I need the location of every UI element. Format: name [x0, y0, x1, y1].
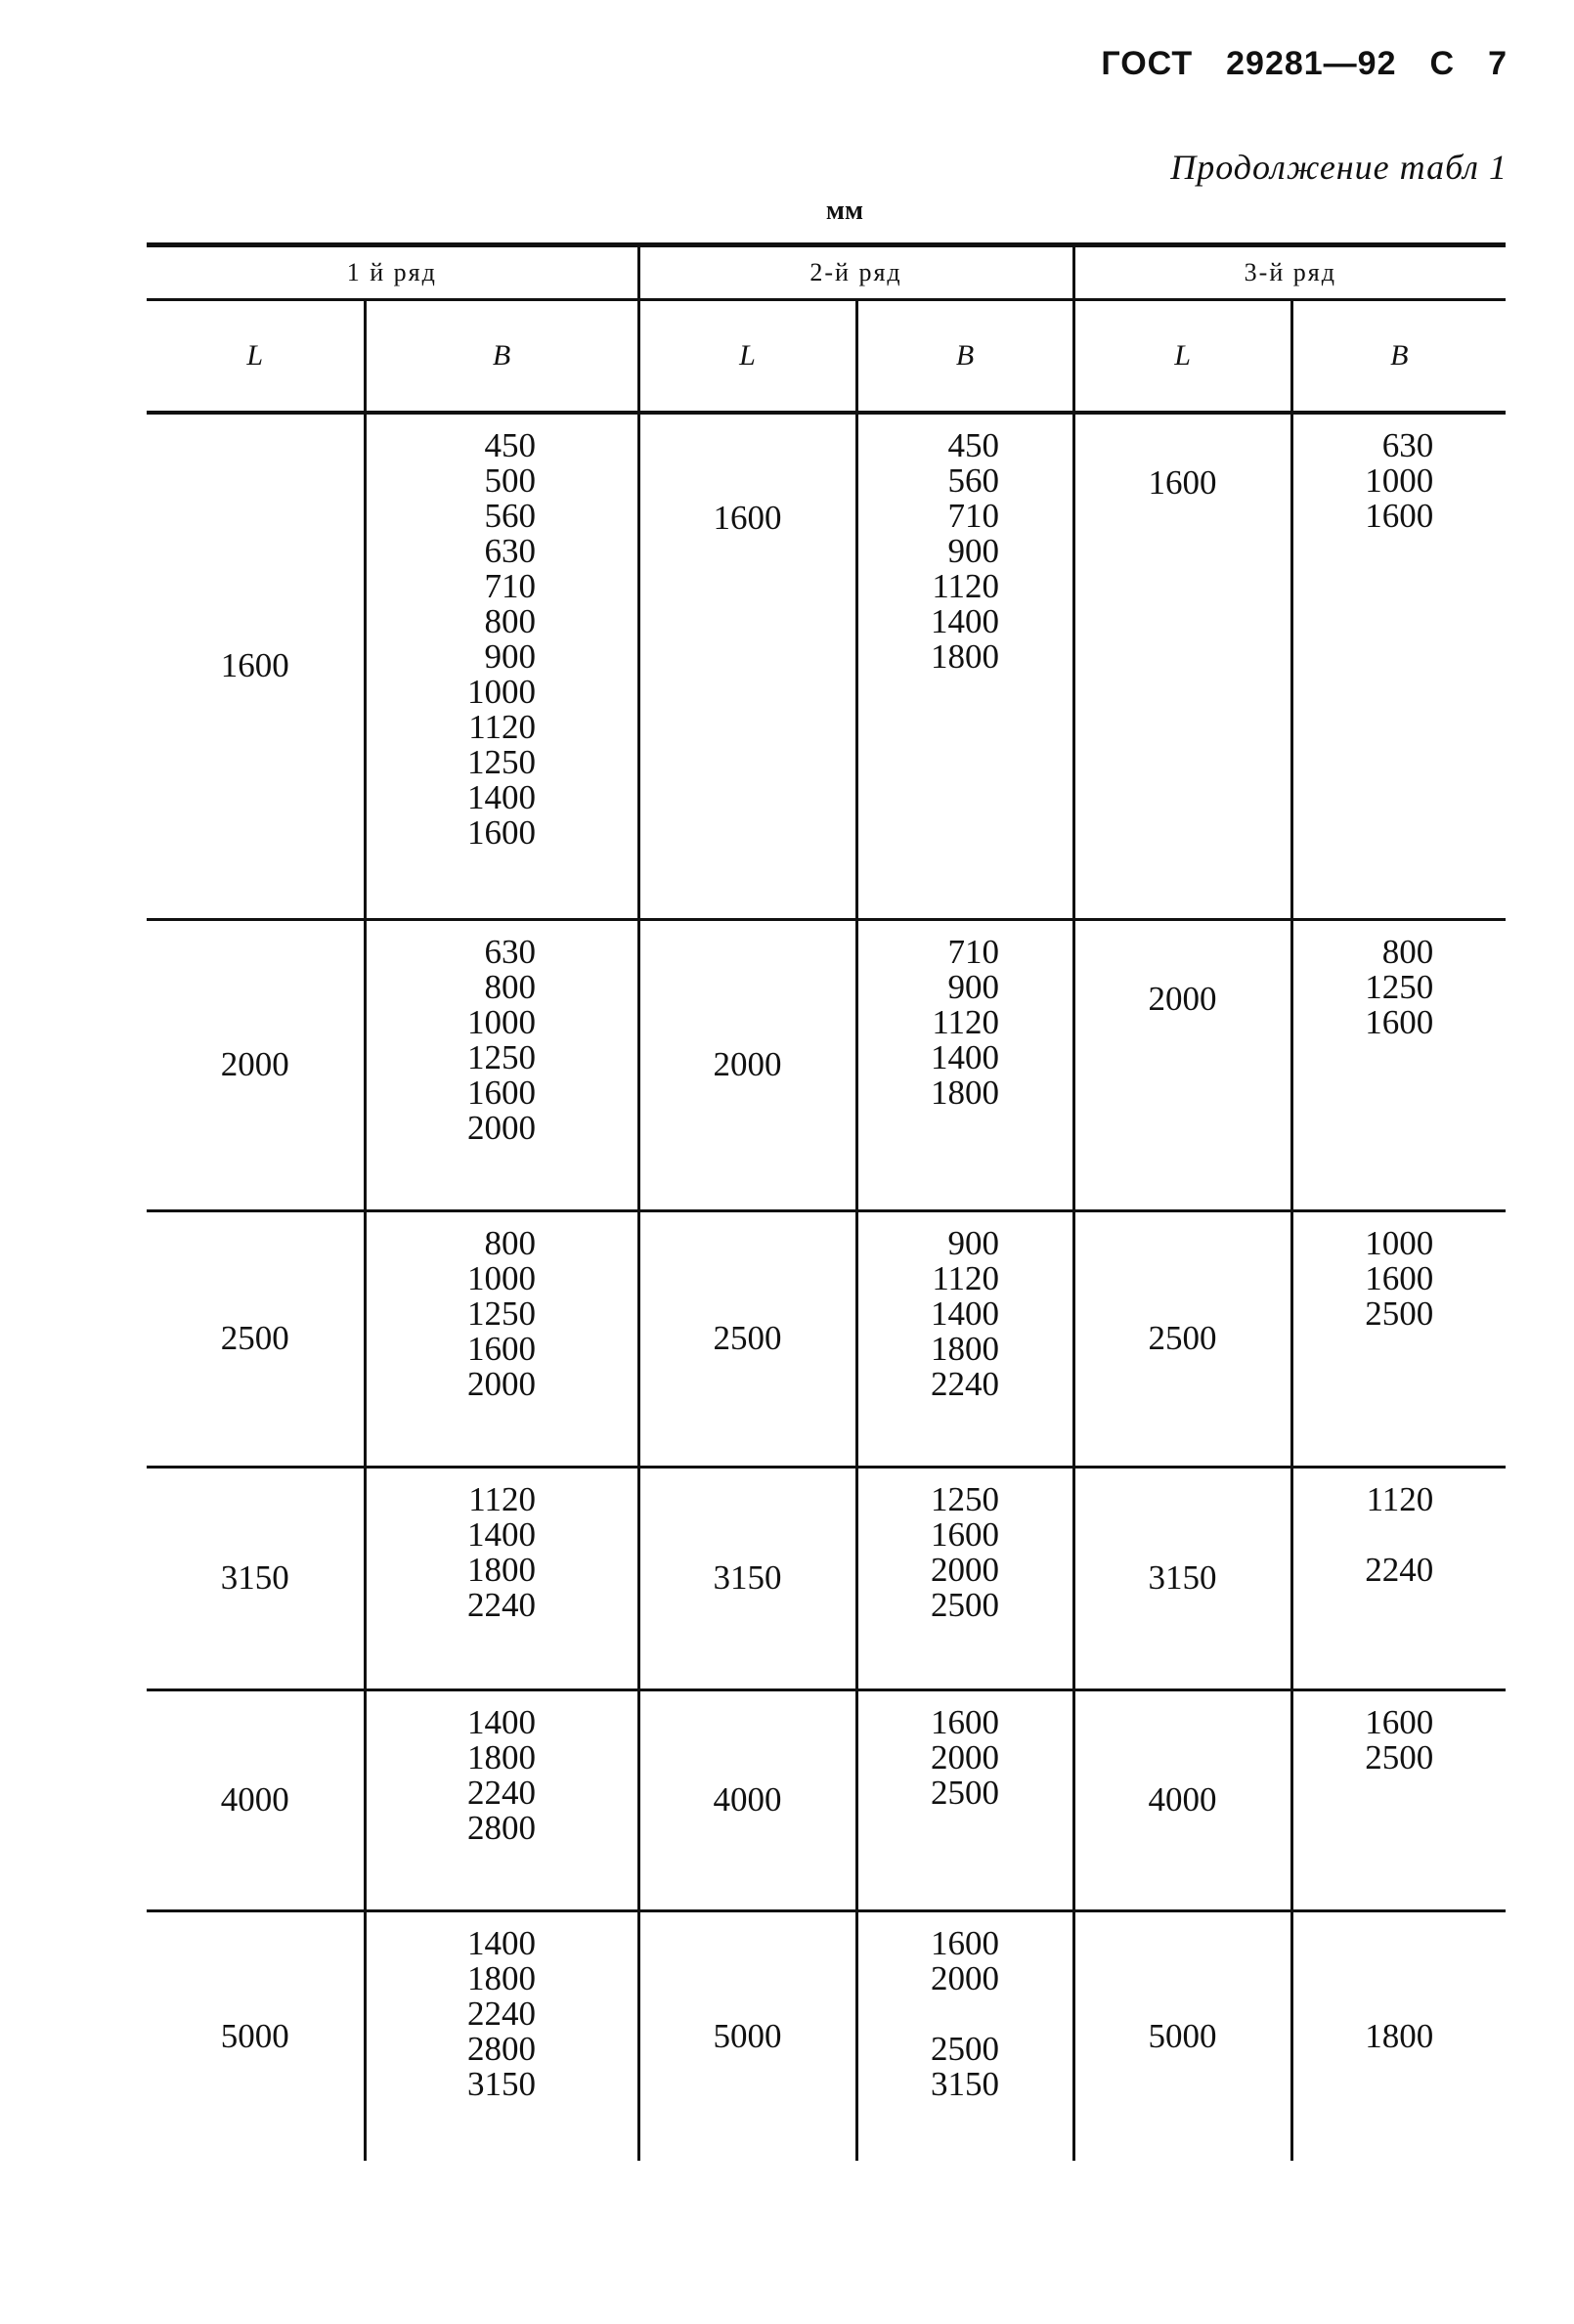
width-value: 800 — [484, 1223, 536, 1262]
width-value: 1800 — [931, 637, 1000, 676]
width-value: 1600 — [1365, 1258, 1434, 1297]
length-cell: 4000 — [1073, 1689, 1291, 1910]
width-value: 2240 — [467, 1773, 536, 1812]
width-values-cell — [365, 413, 638, 919]
table-row — [147, 1689, 1506, 1910]
width-value: 1800 — [931, 1329, 1000, 1368]
width-value: 900 — [947, 1223, 1000, 1262]
width-value: 1600 — [931, 1514, 1000, 1554]
width-value: 1120 — [468, 708, 536, 746]
width-value: 630 — [484, 932, 536, 971]
standard-label: ГОСТ — [1101, 45, 1194, 82]
width-value: 2240 — [467, 1994, 536, 2033]
width-values — [467, 1702, 536, 1847]
width-value: 2500 — [1365, 1737, 1434, 1776]
width-value — [1365, 1517, 1433, 1553]
width-value: 1800 — [467, 1958, 536, 1997]
length-cell: 5000 — [147, 1910, 365, 2161]
width-value: 1800 — [467, 1550, 536, 1589]
table-row — [147, 919, 1506, 1210]
column-header-b: B — [1291, 300, 1506, 414]
width-values-cell — [1291, 1910, 1506, 2161]
width-value: 2000 — [467, 1364, 536, 1403]
table-row — [147, 1467, 1506, 1689]
width-value: 1000 — [467, 673, 536, 711]
width-value: 1000 — [1365, 461, 1434, 500]
width-values — [467, 428, 536, 851]
width-value: 1400 — [931, 602, 1000, 640]
width-value: 2500 — [931, 1773, 1000, 1812]
page-number: 7 — [1488, 45, 1508, 82]
width-value: 710 — [947, 932, 1000, 971]
width-value: 1400 — [467, 1923, 536, 1962]
width-value: 800 — [484, 602, 536, 640]
width-values-cell — [365, 1210, 638, 1467]
length-cell: 2500 — [638, 1210, 856, 1467]
width-values — [1365, 2016, 1434, 2055]
width-value: 1120 — [1366, 1479, 1434, 1518]
width-value: 2800 — [467, 1808, 536, 1847]
width-values-cell — [856, 1210, 1073, 1467]
width-value: 560 — [484, 497, 536, 535]
width-value: 1250 — [467, 1294, 536, 1333]
section-letter: С — [1429, 45, 1456, 82]
width-values-cell — [856, 1689, 1073, 1910]
series-header-1: 1 й ряд — [147, 245, 638, 300]
standard-number: 29281—92 — [1226, 45, 1397, 82]
width-value: 1000 — [467, 1002, 536, 1041]
width-value: 900 — [947, 532, 1000, 570]
unit-label: мм — [825, 196, 864, 226]
series-header-2: 2-й ряд — [638, 245, 1073, 300]
width-value: 2000 — [931, 1550, 1000, 1589]
width-value: 1800 — [467, 1737, 536, 1776]
width-values-cell — [365, 919, 638, 1210]
page-header — [1101, 45, 1508, 83]
width-value: 2500 — [931, 2029, 1000, 2068]
width-value: 1120 — [932, 567, 1000, 605]
length-cell: 2500 — [147, 1210, 365, 1467]
width-values-cell — [365, 1910, 638, 2161]
width-values — [931, 1923, 1000, 2103]
width-values-cell — [856, 1910, 1073, 2161]
table-row — [147, 1210, 1506, 1467]
width-value: 1800 — [931, 1073, 1000, 1112]
width-values — [467, 1923, 536, 2103]
width-value: 1250 — [931, 1479, 1000, 1518]
length-cell: 3150 — [1073, 1467, 1291, 1689]
table-body — [147, 413, 1506, 2161]
width-values — [467, 932, 536, 1147]
width-value: 2000 — [931, 1737, 1000, 1776]
width-value: 1120 — [468, 1479, 536, 1518]
length-cell: 5000 — [638, 1910, 856, 2161]
width-values — [467, 1223, 536, 1403]
width-value: 1600 — [467, 813, 536, 852]
width-values — [931, 1479, 1000, 1624]
width-value: 560 — [947, 461, 1000, 500]
width-values-cell — [365, 1689, 638, 1910]
width-value: 630 — [484, 532, 536, 570]
width-values-cell — [1291, 919, 1506, 1210]
width-value: 1000 — [1365, 1223, 1434, 1262]
width-value: 1250 — [1365, 967, 1434, 1006]
width-value: 1800 — [1365, 2016, 1434, 2055]
width-values-cell — [856, 919, 1073, 1210]
column-header-b: B — [365, 300, 638, 414]
width-value: 2500 — [1365, 1294, 1434, 1333]
width-value: 2500 — [931, 1585, 1000, 1624]
width-value: 710 — [947, 497, 1000, 535]
width-value: 1250 — [467, 1037, 536, 1076]
width-value: 1250 — [467, 743, 536, 781]
table-row — [147, 1910, 1506, 2161]
width-value: 2240 — [931, 1364, 1000, 1403]
length-cell: 4000 — [638, 1689, 856, 1910]
table-row — [147, 413, 1506, 919]
width-value: 800 — [1381, 932, 1434, 971]
width-value: 1600 — [467, 1073, 536, 1112]
width-value: 2000 — [467, 1108, 536, 1147]
width-values-cell — [1291, 413, 1506, 919]
length-cell: 5000 — [1073, 1910, 1291, 2161]
width-value: 1120 — [932, 1002, 1000, 1041]
length-cell: 3150 — [638, 1467, 856, 1689]
width-value: 450 — [484, 426, 536, 464]
width-value: 1600 — [931, 1923, 1000, 1962]
width-values — [931, 1702, 1000, 1812]
width-values — [1365, 1223, 1434, 1333]
width-value: 2240 — [467, 1585, 536, 1624]
width-values-cell — [365, 1467, 638, 1689]
width-values — [931, 932, 1000, 1112]
width-value: 1120 — [932, 1258, 1000, 1297]
width-values-cell — [1291, 1210, 1506, 1467]
length-cell: 2000 — [638, 919, 856, 1210]
width-values-cell — [1291, 1467, 1506, 1689]
width-values — [1365, 428, 1433, 534]
length-cell: 1600 — [638, 413, 856, 919]
width-values-cell — [856, 1467, 1073, 1689]
width-value: 2240 — [1365, 1550, 1434, 1589]
width-values — [467, 1479, 536, 1624]
length-cell: 3150 — [147, 1467, 365, 1689]
width-value: 1600 — [1365, 497, 1434, 535]
column-header-row — [147, 300, 1506, 414]
width-value: 800 — [484, 967, 536, 1006]
column-header-l: L — [147, 300, 365, 414]
continuation-label: Продолжение табл 1 — [1170, 148, 1508, 187]
width-value: 630 — [1381, 426, 1434, 464]
width-value: 450 — [947, 426, 1000, 464]
width-values — [1365, 1702, 1434, 1776]
width-value: 1600 — [1365, 1002, 1434, 1041]
width-value: 2800 — [467, 2029, 536, 2068]
width-value: 1400 — [931, 1294, 1000, 1333]
width-values-cell — [1291, 1689, 1506, 1910]
width-values — [1365, 1479, 1434, 1589]
width-values — [1365, 932, 1434, 1041]
width-value: 900 — [484, 637, 536, 676]
column-header-l: L — [638, 300, 856, 414]
dimensions-table — [147, 242, 1506, 2161]
width-value: 1000 — [467, 1258, 536, 1297]
series-header-row — [147, 245, 1506, 300]
column-header-l: L — [1073, 300, 1291, 414]
width-value: 3150 — [931, 2064, 1000, 2103]
series-header-3: 3-й ряд — [1073, 245, 1506, 300]
width-value: 1600 — [931, 1702, 1000, 1741]
width-value: 3150 — [467, 2064, 536, 2103]
width-value: 1400 — [467, 778, 536, 816]
column-header-b: B — [856, 300, 1073, 414]
width-value: 1400 — [467, 1702, 536, 1741]
length-cell: 1600 — [147, 413, 365, 919]
length-cell: 4000 — [147, 1689, 365, 1910]
length-cell: 2000 — [147, 919, 365, 1210]
width-value: 2000 — [931, 1958, 1000, 1997]
width-value: 710 — [484, 567, 536, 605]
width-value — [931, 1996, 999, 2032]
length-cell: 1600 — [1073, 413, 1291, 919]
width-value: 1600 — [467, 1329, 536, 1368]
width-values — [931, 1223, 1000, 1403]
width-value: 1400 — [931, 1037, 1000, 1076]
width-value: 1600 — [1365, 1702, 1434, 1741]
width-values-cell — [856, 413, 1073, 919]
length-cell: 2500 — [1073, 1210, 1291, 1467]
length-cell: 2000 — [1073, 919, 1291, 1210]
width-value: 1400 — [467, 1514, 536, 1554]
width-values — [931, 428, 999, 675]
width-value: 900 — [947, 967, 1000, 1006]
width-value: 500 — [484, 461, 536, 500]
